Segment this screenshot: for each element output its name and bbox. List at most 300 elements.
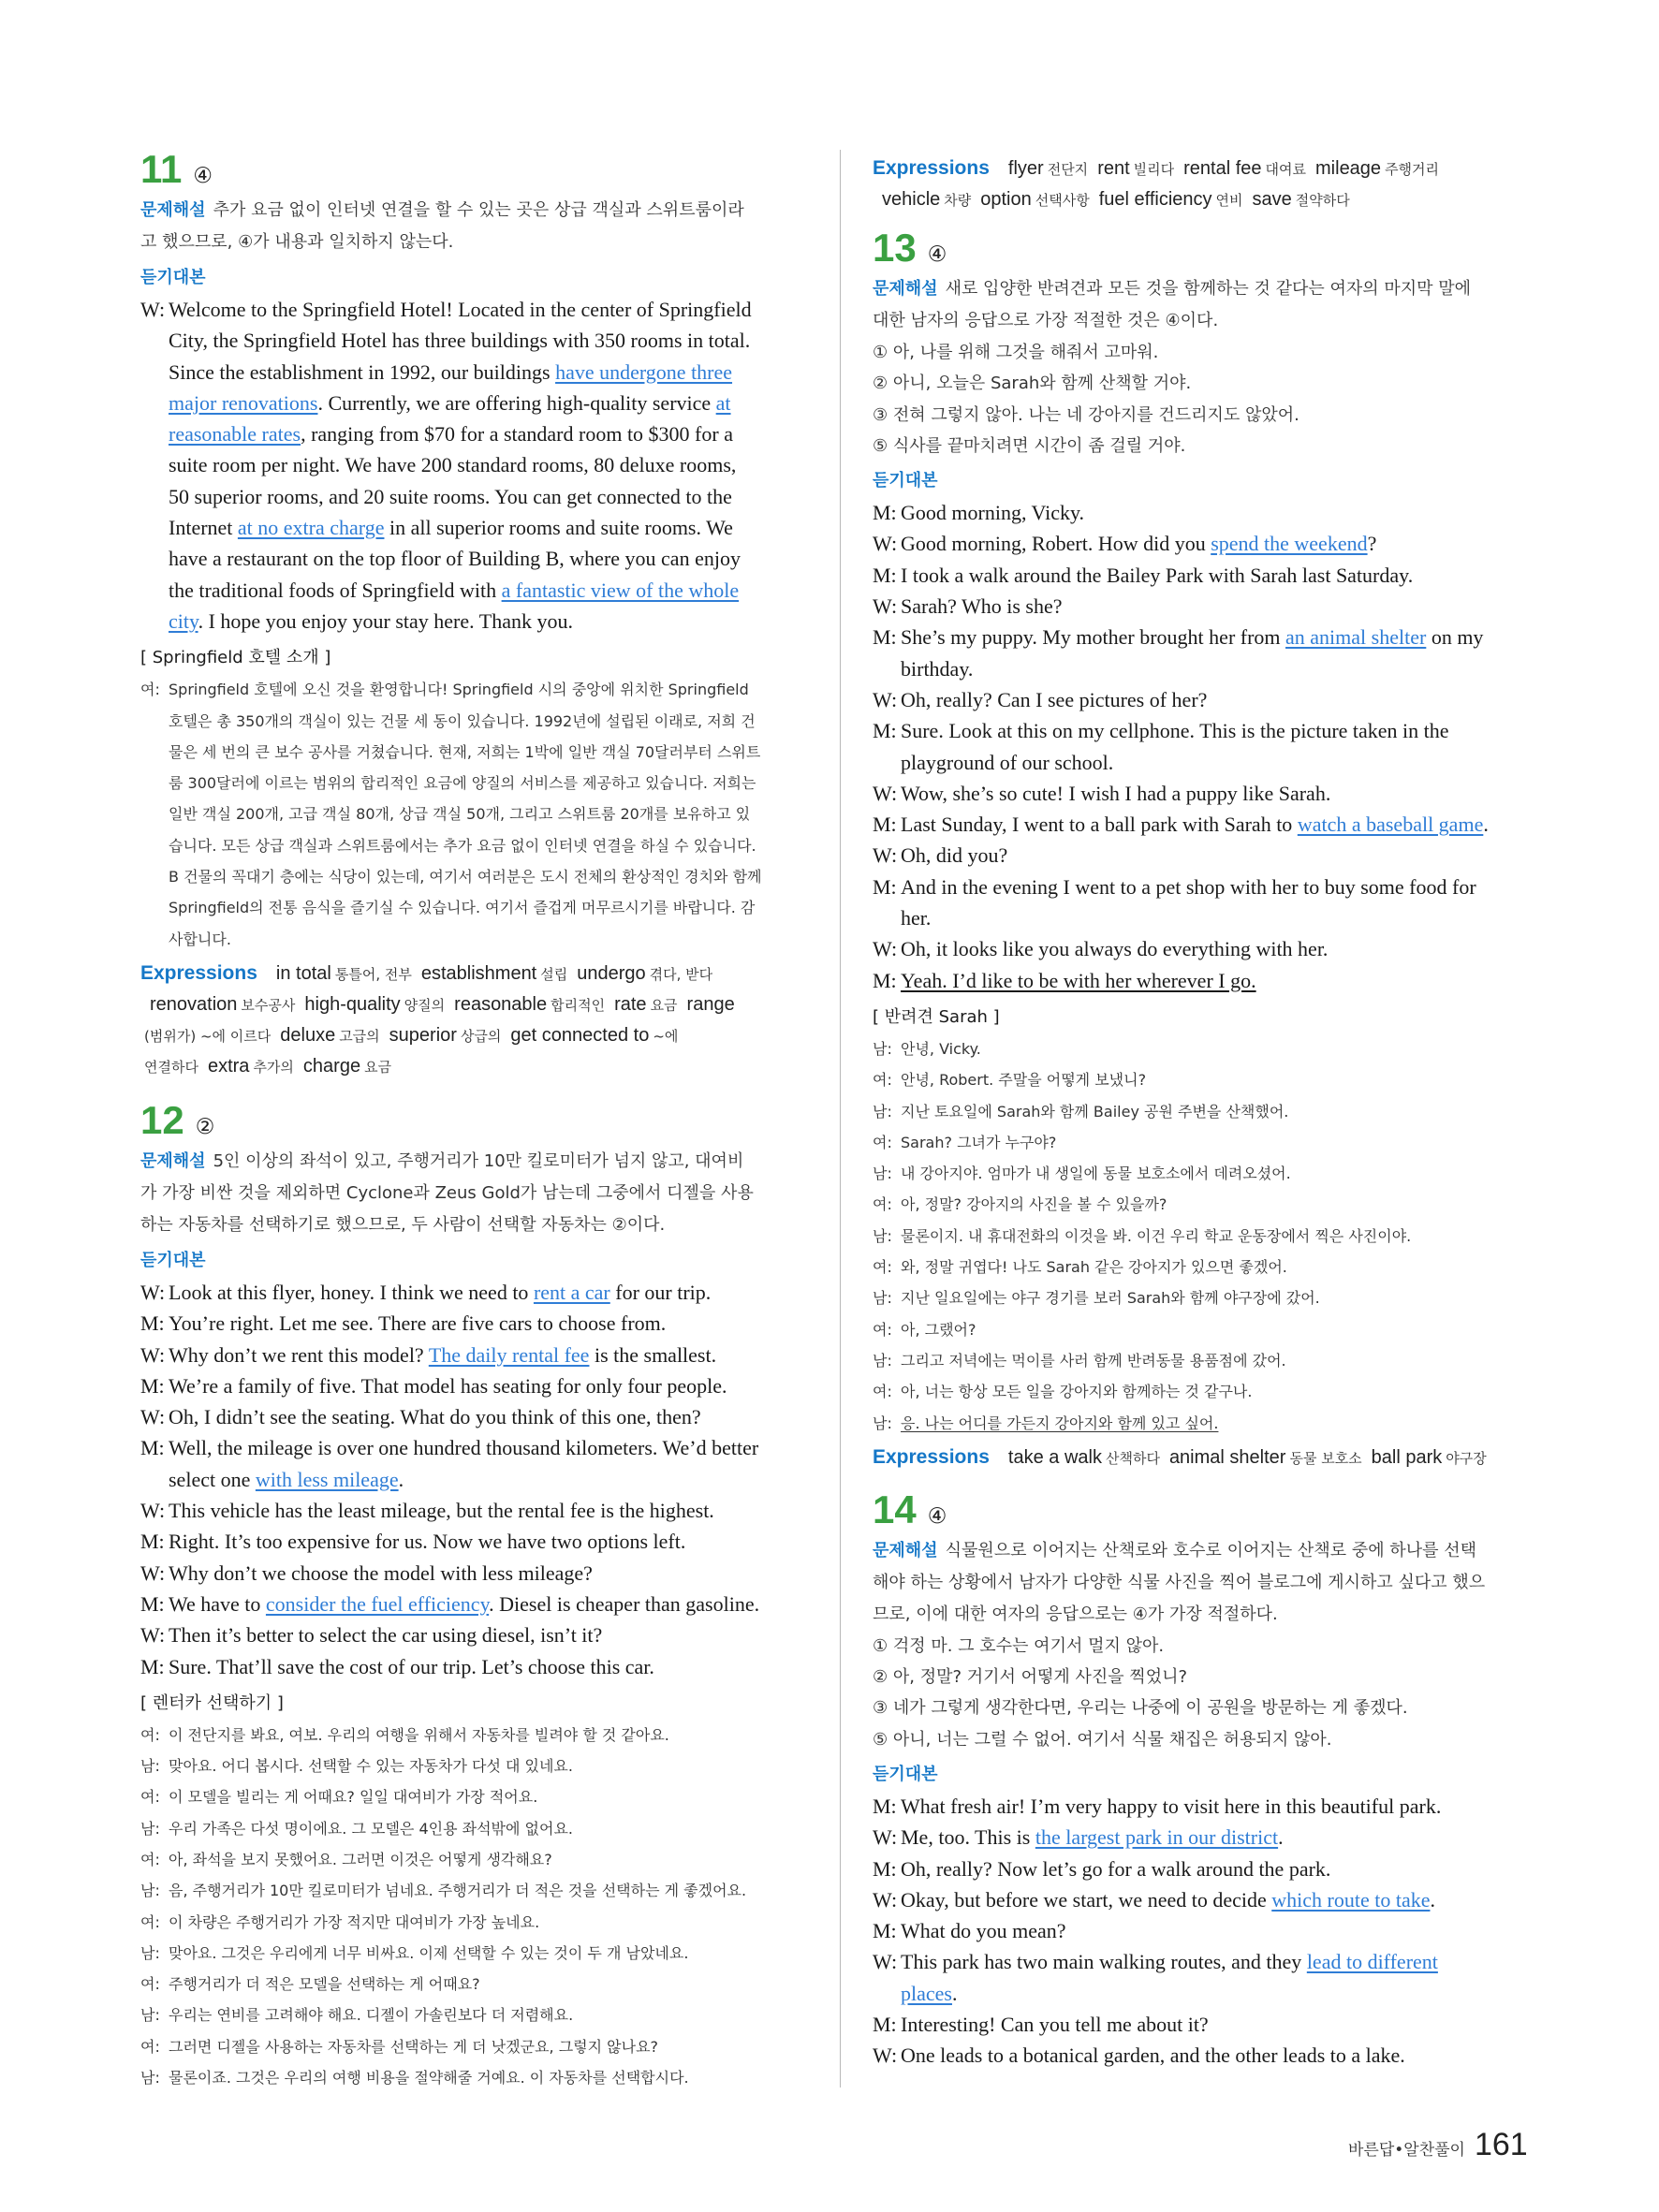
script-text [169,1432,807,1463]
speaker: M: [140,1436,165,1460]
expression-word: rental fee [1183,158,1262,179]
script-line [140,1308,807,1339]
script-line [873,528,1539,559]
explanation-text: 새로 입양한 반려견과 모든 것을 함께하는 것 같다는 여자의 마지막 말에 [945,279,1472,299]
translation-line [873,1282,1539,1313]
script-line [873,1884,1539,1915]
script-text [901,965,1539,996]
explanation-tag: 문제해설 [140,200,206,220]
speaker: 여: [140,1975,160,1994]
script-text [169,1526,807,1557]
speaker: 남: [140,1943,160,1962]
speaker [140,892,169,923]
speaker: W: [873,781,898,805]
script-segment: in all superior rooms and suite rooms. We [384,516,733,540]
left-column [140,147,807,2093]
translation [873,1002,1539,1439]
expressions-line [873,154,1539,184]
translation-line [140,2000,807,2030]
script-text [169,418,807,449]
translation-text: 습니다. 모든 상급 객실과 스위트룸에서는 추가 요금 없이 인터넷 연결을 하실 수 있습니다. [169,836,756,855]
script-segment: . I hope you enjoy your stay here. Thank you. [198,608,573,633]
script-text [169,512,807,543]
expressions-line [873,184,1539,215]
script-text [901,653,1539,684]
question-header-11 [140,147,807,191]
spacer [873,1473,1539,1490]
speaker: 남: [873,1414,892,1432]
script-line [140,1651,807,1682]
expression-meaning: 요금 [650,996,678,1014]
expression-meaning: 상급의 [460,1027,502,1045]
speaker: M: [873,1919,897,1943]
translation-text: 이 모델을 빌리는 게 어때요? 일일 대여비가 가장 적어요. [169,1788,538,1807]
expression-meaning: 양질의 [404,996,446,1014]
script-line [873,653,1539,684]
script-line [873,809,1539,840]
question-number: 13 [873,226,917,270]
translation-text: 이 전단지를 봐요, 여보. 우리의 여행을 위해서 자동차를 빌려야 할 것 같아요. [169,1725,669,1744]
speaker [140,737,169,768]
script-text [169,449,807,480]
translation-text: 일반 객실 200개, 고급 객실 80개, 상급 객실 50개, 그리고 스위트룸 20개를 보유하고 있 [169,805,751,824]
script-text [901,902,1539,933]
expression-meaning: 동물 보호소 [1289,1449,1362,1467]
translation-text: 호텔은 총 350개의 객실이 있는 건물 세 동이 있습니다. 1992년에 설립된 이래로, 저희 건 [169,711,756,730]
expression-meaning: 절약하다 [1295,192,1350,209]
script-line [140,357,807,388]
script-segment: . [398,1467,404,1491]
spacer [873,215,1539,228]
script-line [873,1915,1539,1946]
question-header-12 [140,1097,807,1142]
expression-meaning: 차량 [944,192,972,209]
question-number: 12 [140,1097,184,1142]
script-line [140,606,807,637]
speaker: W: [140,1499,166,1523]
blank-phrase: a fantastic view of the whole [501,578,740,602]
expression-word: undergo [577,962,646,984]
script-segment: Good morning, Vicky. [901,501,1085,525]
script-text [901,2009,1539,2040]
script-line [873,684,1539,715]
blank-phrase: the largest park in our district [1035,1825,1279,1850]
translation-line [873,1252,1539,1282]
translation-line [140,1969,807,2000]
translation-title: [ 반려견 Sarah ] [873,1006,1000,1027]
explanation-line [873,305,1539,337]
translation-text: 맞아요. 어디 봅시다. 선택할 수 있는 자동차가 다섯 대 있네요. [169,1757,573,1776]
speaker: W: [873,1887,898,1912]
script-text [901,715,1539,746]
script-text [901,684,1539,715]
expression-word: ball park [1371,1446,1443,1468]
speaker [140,575,169,606]
script-segment: Why don’t we choose the model with less mileage? [169,1560,593,1585]
script-segment: Me, too. This is [901,1825,1035,1850]
expressions-line [140,1051,807,1082]
option-item: ③ 네가 그렇게 생각한다면, 우리는 나중에 이 공원을 방문하는 게 좋겠다. [873,1698,1408,1719]
speaker: 여: [140,1788,160,1807]
script-text [901,622,1539,652]
script-line [873,1853,1539,1884]
translation-line [873,1345,1539,1376]
explanation [140,1146,807,1241]
speaker: W: [873,1950,898,1974]
page-number: 161 [1474,2127,1528,2162]
speaker: M: [873,625,897,650]
script-segment: select one [169,1467,256,1491]
translation-line [873,1064,1539,1095]
script-segment: suite room per night. We have 200 standard rooms, 80 deluxe rooms, [169,453,737,477]
explanation-line [140,195,807,227]
speaker: 남: [140,1819,160,1838]
script-segment: Right. It’s too expensive for us. Now we have two options left. [169,1530,686,1554]
translation-line [873,1158,1539,1189]
script-segment: . [1483,813,1489,837]
script-text [169,388,807,418]
script-segment: We have to [169,1591,266,1616]
expressions-title: Expressions [873,157,990,179]
translation-line [140,1907,807,1938]
script-text [169,1401,807,1432]
expression-word: take a walk [1007,1446,1102,1468]
speaker: M: [873,874,897,899]
explanation [873,1535,1539,1631]
speaker [140,768,169,798]
translation-line [140,1938,807,1969]
speaker: 여: [140,681,160,699]
speaker [140,357,169,388]
expression-meaning: ~에 [653,1027,679,1045]
script-line [140,1340,807,1370]
script-text [901,560,1539,591]
script-text [901,2040,1539,2071]
script-text [169,357,807,388]
explanation-line [873,273,1539,305]
explanation-line [140,227,807,258]
speaker: 여: [873,1071,892,1090]
translation-text: B 건물의 꼭대기 층에는 식당이 있는데, 여기서 여러분은 도시 전체의 환상적인 경치와 함께 [169,868,762,886]
expression-meaning: 연비 [1215,192,1243,209]
blank-phrase: spend the weekend [1211,532,1368,556]
expression-word: superior [389,1024,457,1046]
script-segment: Last Sunday, I went to a ball park with Sarah to [901,813,1298,837]
script-tag: 듣기대본 [140,268,206,287]
script-tag: 듣기대본 [873,471,938,491]
expression-meaning: 선택사항 [1035,192,1090,209]
speaker: M: [140,1311,165,1336]
script-segment: I took a walk around the Bailey Park with Sarah last Saturday. [901,563,1414,587]
blank-phrase: rent a car [533,1280,610,1304]
expression-meaning: 대여료 [1265,161,1307,178]
speaker [140,1464,169,1495]
question-number: 11 [140,147,183,191]
script-segment: Since the establishment in 1992, our buildings [169,359,556,384]
script-tag: 듣기대본 [140,1250,206,1270]
speaker: W: [873,843,898,868]
speaker: 남: [873,1351,892,1370]
script-segment: on my [1426,625,1484,650]
translation-text: 물은 세 번의 큰 보수 공사를 거쳤습니다. 현재, 저희는 1박에 일반 객실 70달러부터 스위트 [169,742,761,761]
expressions-title: Expressions [140,961,257,984]
translation-text: 응. 나는 어디를 가든지 강아지와 함께 있고 싶어. [901,1414,1219,1432]
script-segment: Wow, she’s so cute! I wish I had a puppy like Sarah. [901,781,1331,805]
expression-word: high-quality [304,993,401,1015]
blank-phrase: at [715,390,731,415]
speaker [140,512,169,543]
blank-phrase: at no extra charge [237,516,385,540]
speaker: M: [873,719,897,743]
expression-word: charge [302,1055,361,1077]
script-segment: . Currently, we are offering high-quality service [317,390,716,415]
speaker: 여: [140,1850,160,1868]
expression-word: flyer [1007,158,1044,179]
script-segment: ? [1367,532,1377,556]
question-13 [873,228,1539,1473]
option-list [873,337,1539,461]
speaker: M: [873,1794,897,1818]
speaker: 여: [140,2037,160,2056]
translation-text: 룸 300달러에 이르는 범위의 합리적인 요금에 양질의 서비스를 제공하고 있습니다. 저희는 [169,774,756,793]
blank-phrase: with less mileage [255,1467,399,1491]
spacer [140,1082,807,1101]
page-footer [1348,2127,1528,2163]
blank-phrase: reasonable rates [169,422,301,447]
expression-word: extra [207,1055,250,1077]
translation-text: 와, 정말 귀엽다! 나도 Sarah 같은 강아지가 있으면 좋겠어. [901,1258,1287,1277]
script-line [873,497,1539,528]
script-text [169,294,807,325]
listening-script [873,1759,1539,2072]
script-segment: Oh, it looks like you always do everything with her. [901,937,1329,961]
expressions-line [140,1020,807,1051]
translation-line [140,892,807,923]
expressions [873,154,1539,215]
speaker: M: [873,1856,897,1881]
translation-text: 그리고 저녁에는 먹이를 사러 함께 반려동물 용품점에 갔어. [901,1351,1286,1370]
expression-meaning: 설립 [540,965,568,983]
speaker [873,747,901,778]
script-segment: This park has two main walking routes, and they [901,1950,1307,1974]
speaker: 남: [873,1226,892,1245]
translation-line [140,1720,807,1751]
script-text [901,1822,1539,1853]
blank-phrase: an animal shelter [1285,625,1427,650]
blank-phrase: The daily rental fee [428,1342,590,1367]
script-text [169,1651,807,1682]
speaker: W: [140,298,166,321]
translation-line [140,2062,807,2093]
script-segment: playground of our school. [901,750,1114,774]
expression-word: rent [1097,158,1130,179]
explanation-text: 대한 남자의 응답으로 가장 적절한 것은 ④이다. [873,311,1219,330]
script-segment: for our trip. [609,1280,712,1304]
script-line [140,481,807,512]
translation-text: 사합니다. [169,930,231,948]
script-line [873,902,1539,933]
script-text [169,325,807,356]
explanation-line [140,1178,807,1209]
script-line [873,591,1539,622]
expression-word: get connected to [510,1024,650,1046]
expressions [873,1443,1539,1473]
expression-word: vehicle [882,189,941,210]
expression-meaning: 빌리다 [1133,161,1175,178]
expression-word: in total [275,962,331,984]
script-line [873,933,1539,964]
script-line [140,294,807,325]
option-item: ⑤ 식사를 끝마치려면 시간이 좀 걸릴 거야. [873,435,1186,456]
expression-word: range [686,993,735,1015]
speaker [140,606,169,637]
blank-phrase: city [169,608,198,633]
translation-text: 우리 가족은 다섯 명이에요. 그 모델은 4인용 좌석밖에 없어요. [169,1819,573,1838]
script-segment: Why don’t we rent this model? [169,1342,429,1367]
script-line [140,1432,807,1463]
script-line [873,840,1539,871]
translation-title: [ Springfield 호텔 소개 ] [140,648,331,668]
option-list [873,1631,1539,1755]
script-segment: birthday. [901,656,974,681]
option-item: ⑤ 아니, 너는 그럴 수 없어. 여기서 식물 채집은 허용되지 않아. [873,1729,1332,1750]
speaker: M: [873,2013,897,2037]
footer-label: 바른답•알찬풀이 [1348,2141,1465,2160]
speaker: W: [140,1280,166,1304]
speaker [140,543,169,574]
explanation-text: 식물원으로 이어지는 산책로와 호수로 이어지는 산책로 중에 하나를 선택 [945,1540,1476,1560]
speaker [140,449,169,480]
script-line [873,872,1539,902]
listening-script [140,262,807,637]
expression-meaning: 산책하다 [1105,1449,1160,1467]
blank-phrase: have undergone three [555,359,733,384]
script-segment: 50 superior rooms, and 20 suite rooms. You can get connected to the [169,484,732,508]
speaker: W: [140,1405,166,1429]
script-segment: One leads to a botanical garden, and the other leads to a lake. [901,2044,1405,2068]
translation-line [140,737,807,768]
speaker: 여: [873,1258,892,1277]
script-line [140,1619,807,1650]
script-segment: her. [901,906,932,930]
speaker [140,798,169,829]
speaker: 남: [140,2069,160,2087]
script-text [901,1791,1539,1822]
script-text [169,1495,807,1526]
script-segment: Then it’s better to select the car using diesel, isn’t it? [169,1623,603,1648]
translation-text: Springfield 호텔에 오신 것을 환영합니다! Springfield 시의 중앙에 위치한 Springfield [169,681,749,699]
speaker: W: [140,1560,166,1585]
translation-line [873,1189,1539,1220]
speaker [140,830,169,861]
option-item: ② 아니, 오늘은 Sarah와 함께 산책할 거야. [873,374,1192,394]
translation-line [140,1875,807,1906]
question-14 [873,1487,1539,2072]
script-text [901,1915,1539,1946]
explanation [140,195,807,258]
script-line [140,325,807,356]
expression-word: 연결하다 [144,1058,198,1076]
translation-line [140,1813,807,1844]
speaker [873,653,901,684]
option-item: ① 아, 나를 위해 그것을 해줘서 고마워. [873,343,1159,362]
speaker [873,902,901,933]
blank-phrase: watch a baseball game [1297,813,1484,837]
script-segment: the traditional foods of Springfield with [169,578,502,602]
script-line [140,418,807,449]
script-text [901,1946,1539,1977]
speaker [873,1978,901,2009]
speaker: 여: [873,1383,892,1401]
explanation-line [140,1146,807,1178]
script-segment: We’re a family of five. That model has seating for only four people. [169,1373,727,1398]
script-text [901,1884,1539,1915]
blank-phrase: which route to take [1271,1887,1431,1912]
question-12 [140,1097,807,2093]
script-line [140,1495,807,1526]
translation-line [873,1376,1539,1407]
speaker: 남: [873,1102,892,1121]
translation-title: [ 렌터카 선택하기 ] [140,1692,284,1713]
script-segment: And in the evening I went to a pet shop with her to buy some food for [901,874,1476,899]
translation-text: 지난 일요일에는 야구 경기를 보러 Sarah와 함께 야구장에 갔어. [901,1289,1320,1308]
translation-line [140,830,807,861]
script-segment: have a restaurant on the top floor of Building B, where you can enjoy [169,547,741,571]
speaker: W: [873,594,898,619]
script-line [140,449,807,480]
expression-meaning: 합리적인 [551,996,606,1014]
speaker: 여: [140,1912,160,1931]
script-segment: Welcome to the Springfield Hotel! Located in the center of Springfield [169,298,752,321]
script-line [873,965,1539,996]
explanation-tag: 문제해설 [873,1540,938,1560]
explanation-text: 해야 하는 상황에서 남자가 다양한 식물 사진을 찍어 블로그에 게시하고 싶다고 했으 [873,1572,1486,1592]
script-text [901,1978,1539,2009]
script-segment: is the smallest. [589,1342,717,1367]
script-segment: What fresh air! I’m very happy to visit here in this beautiful park. [901,1794,1442,1818]
translation-text: 그러면 디젤을 사용하는 자동차를 선택하는 게 더 낫겠군요, 그렇지 않나요? [169,2037,659,2056]
translation-line [140,1844,807,1875]
translation-line [873,1127,1539,1158]
expressions-line [140,989,807,1020]
speaker: M: [873,563,897,587]
script-segment: She’s my puppy. My mother brought her from [901,625,1286,650]
script-line [873,1791,1539,1822]
question-header-14 [873,1487,1539,1531]
speaker: 여: [140,1725,160,1744]
explanation-text: 가 가장 비싼 것을 제외하면 Cyclone과 Zeus Gold가 남는데 그중에서 디젤을 사용 [140,1182,754,1203]
translation-line [873,1221,1539,1252]
script-text [169,1277,807,1308]
script-text [901,591,1539,622]
explanation-text: 므로, 이에 대한 여자의 응답으로는 ④가 가장 적절하다. [873,1604,1278,1624]
translation-text: 우리는 연비를 고려해야 해요. 디젤이 가솔린보다 더 저렴해요. [169,2006,574,2025]
explanation-tag: 문제해설 [140,1150,206,1171]
translation-line [873,1033,1539,1064]
option-item: ③ 전혀 그렇지 않아. 나는 네 강아지를 건드리지도 않았어. [873,404,1299,425]
script-segment: Well, the mileage is over one hundred thousand kilometers. We’d better [169,1436,759,1460]
translation-text: 내 강아지야. 엄마가 내 생일에 동물 보호소에서 데려오셨어. [901,1165,1291,1183]
speaker: 남: [140,1882,160,1900]
expression-meaning: 주행거리 [1385,161,1440,178]
script-line [873,2009,1539,2040]
script-text [169,1619,807,1650]
translation-line [140,798,807,829]
speaker: W: [140,1342,166,1367]
speaker: W: [873,532,898,556]
script-text [169,1370,807,1401]
expression-word: mileage [1315,158,1382,179]
